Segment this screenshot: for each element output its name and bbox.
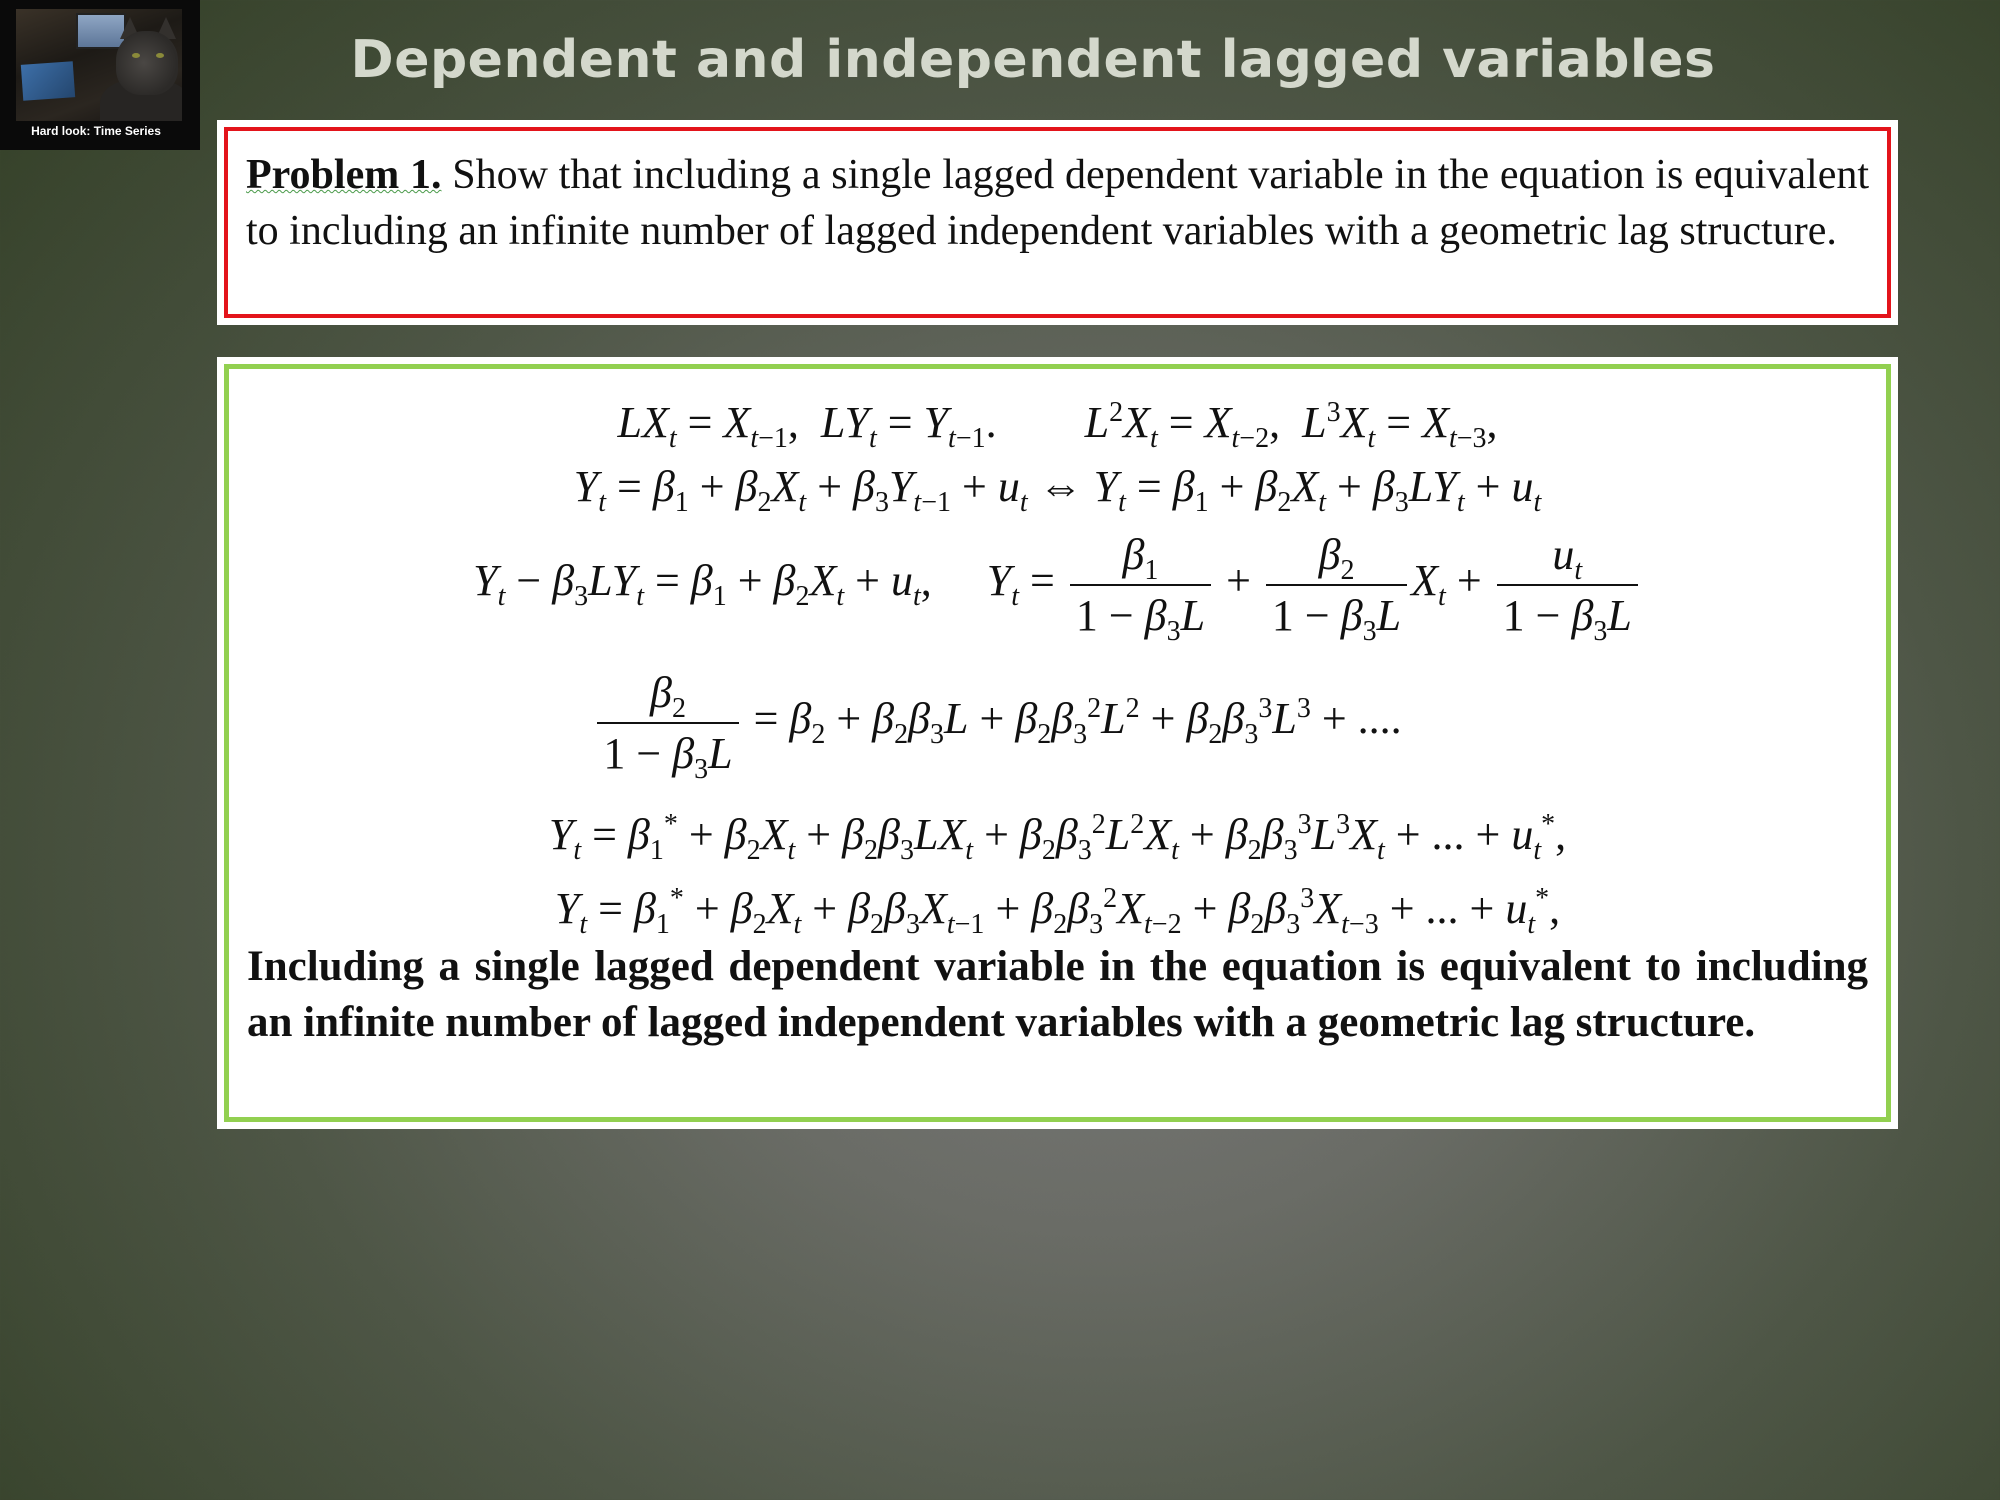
equation-model: $Y_t = \beta_1 + \beta_2X_t + \beta_3Y_{t-1} + u_t$ ⇔ $Y_t = \beta_1 + \beta_2X_t + \beta_3LY_t + u_t$ xyxy=(573,462,1542,518)
equation-rearranged: $Y_t - \beta_3LY_t = \beta_1 + \beta_2X_t + u_t$, $Y_t$ = $\frac{\beta_1}{1 - \beta_3L}$ + $\frac{\beta_2}{1 - \beta_3L}$ $X_t$ + $\frac{u_t}{1 - \beta_3L}$ xyxy=(229,529,1886,641)
equation-final: $Y_t = \beta_1^* + \beta_2X_t + \beta_2\beta_3X_{t-1} + \beta_2\beta_3^2X_{t-2} + \beta_2\beta_3^3X_{t-3}$ + ... + $u_t^*$, xyxy=(554,883,1561,940)
problem-statement xyxy=(224,127,1891,318)
solution-box xyxy=(217,357,1898,1129)
solution-content xyxy=(224,364,1891,1122)
conclusion-text: Including a single lagged dependent variable in the equation is equivalent to including an infinite number of lagged independent variables with a geometric lag structure. xyxy=(247,943,1868,1046)
problem-label: Problem 1. xyxy=(246,152,442,198)
equation-lag-expanded: $Y_t = \beta_1^* + \beta_2X_t + \beta_2\beta_3LX_t + \beta_2\beta_3^2L^2X_t + \beta_2\beta_3^3L^3X_t$ + ... + $u_t^*$, xyxy=(548,809,1567,866)
equation-lag-operator: $LX_t = X_{t-1}$, $LY_t = Y_{t-1}$. $L^2X_t = X_{t-2}$, $L^3X_t = X_{t-3}$, xyxy=(617,397,1498,454)
problem-box xyxy=(217,120,1898,325)
equation-geometric-expansion: $\frac{\beta_2}{1 - \beta_3L}$ = $\beta_2 + \beta_2\beta_3L + \beta_2\beta_3^2L^2 + \beta_2\beta_3^3L^3$ + .... xyxy=(169,667,1826,779)
slide-title: Dependent and independent lagged variables xyxy=(350,30,1716,90)
problem-text: Show that including a single lagged dependent variable in the equation is equivalent to including an infinite number of lagged independent variables with a geometric lag structure. xyxy=(246,152,1870,254)
webcam-caption: Hard look: Time Series xyxy=(31,124,161,138)
